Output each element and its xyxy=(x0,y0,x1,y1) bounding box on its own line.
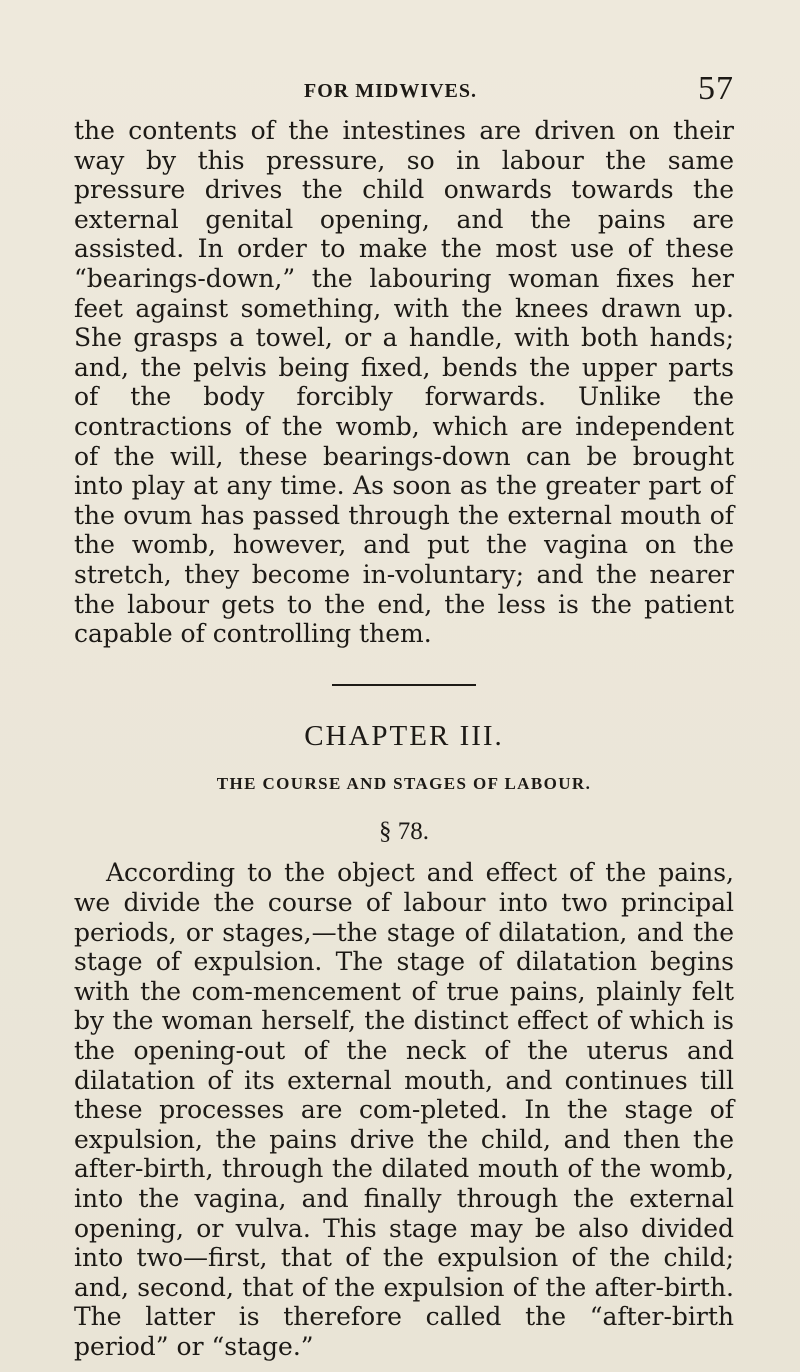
section-divider xyxy=(332,684,476,686)
running-title: FOR MIDWIVES. xyxy=(304,80,478,102)
page-body xyxy=(74,116,734,1362)
section-paragraph: According to the object and effect of the pains, we divide the course of labour into two principal periods, or stages,—the stage of dilatation, and the stage of expulsion. The stage of dilatation begins with the com-mencement of true pains, plainly felt by the woman herself, the distinct effect of which is the opening-out of the neck of the uterus and dilatation of its external mouth, and continues till these processes are com-pleted. In the stage of expulsion, the pains drive the child, and then the after-birth, through the dilated mouth of the womb, into the vagina, and finally through the external opening, or vulva. This stage may be also divided into two—first, that of the expulsion of the child; and, second, that of the expulsion of the after-birth. The latter is therefore called the “after-birth period” or “stage.” xyxy=(74,858,734,1361)
section-number: § 78. xyxy=(379,817,429,845)
running-head xyxy=(74,70,734,116)
chapter-subtitle: THE COURSE AND STAGES OF LABOUR. xyxy=(216,774,592,794)
page-number: 57 xyxy=(698,70,734,107)
chapter-heading: CHAPTER III. xyxy=(304,719,504,752)
opening-paragraph: the contents of the intestines are driven on their way by this pressure, so in labour the same pressure drives the child onwards towards the external genital opening, and the pains are assisted. In order to make the most use of these “bearings-down,” the labouring woman fixes her feet against something, with the knees drawn up. She grasps a towel, or a handle, with both hands; and, the pelvis being fixed, bends the upper parts of the body forcibly forwards. Unlike the contractions of the womb, which are independent of the will, these bearings-down can be brought into play at any time. As soon as the greater part of the ovum has passed through the external mouth of the womb, however, and put the vagina on the stretch, they become in-voluntary; and the nearer the labour gets to the end, the less is the patient capable of controlling them. xyxy=(74,116,734,649)
